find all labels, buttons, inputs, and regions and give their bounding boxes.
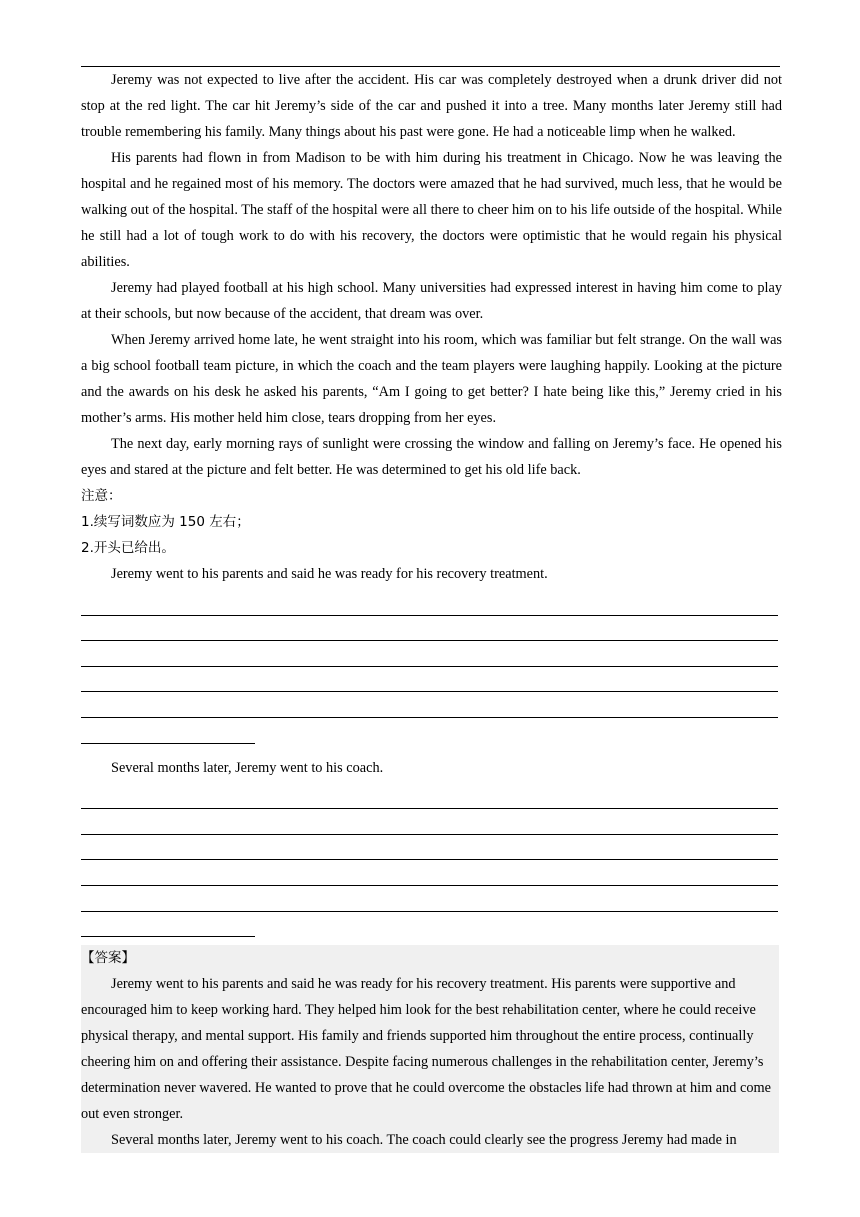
notes-heading: 注意： — [81, 488, 122, 504]
writing-line — [81, 667, 778, 693]
writing-line — [81, 835, 778, 861]
writing-line — [81, 616, 778, 642]
answer-section — [81, 945, 779, 1153]
writing-line — [81, 886, 778, 912]
writing-line — [81, 718, 255, 744]
writing-line — [81, 809, 778, 835]
answer-label: 【答案】 — [81, 950, 135, 967]
answer-paragraph-1: Jeremy went to his parents and said he was ready for his recovery treatment. His parents were supportive and encouraged him to keep working hard. They helped him look for the best rehabilitation center, where he could receive physical therapy, and mental support. His family and friends supported him throughout the entire process, continually cheering him on and offering their assistance. Despite facing numerous challenges in the rehabilitation center, Jeremy’s determination never wavered. He wanted to prove that he could overcome the obstacles life had thrown at him and come out even stronger. — [81, 976, 771, 1123]
note-opening-given: 2.开头已给出。 — [81, 540, 175, 556]
passage-paragraph-5: The next day, early morning rays of sunlight were crossing the window and falling on Jeremy’s face. He opened his eyes and stared at the picture and felt better. He was determined to get his old life back. — [81, 436, 782, 478]
passage-paragraph-4: When Jeremy arrived home late, he went straight into his room, which was familiar but felt strange. On the wall was a big school football team picture, in which the coach and the team players were laughing happily. Looking at the picture and the awards on his desk he asked his parents, “Am I going to get better? I hate being like this,” Jeremy cried in his mother’s arms. His mother held him close, tears dropping from her eyes. — [81, 332, 782, 426]
document-body — [81, 67, 782, 1153]
writing-line — [81, 641, 778, 667]
writing-line — [81, 784, 778, 810]
continuation-prompt-2: Several months later, Jeremy went to his coach. — [111, 759, 384, 776]
note-word-count: 1.续写词数应为 150 左右； — [81, 514, 250, 530]
writing-line — [81, 590, 778, 616]
passage-paragraph-2: His parents had flown in from Madison to be with him during his treatment in Chicago. Now he was leaving the hospital and he regained most of his memory. The doctors were amazed that he had survived, much less, that he would be walking out of the hospital. The staff of the hospital were all there to cheer him on to his life outside of the hospital. While he still had a lot of tough work to do with his recovery, the doctors were optimistic that he would regain his physical abilities. — [81, 150, 782, 270]
writing-line — [81, 692, 778, 718]
passage-paragraph-1: Jeremy was not expected to live after the accident. His car was completely destroyed when a drunk driver did not stop at the red light. The car hit Jeremy’s side of the car and pushed it into a tree. Many months later Jeremy still had trouble remembering his family. Many things about his past were gone. He had a noticeable limp when he walked. — [81, 72, 782, 140]
continuation-prompt-1: Jeremy went to his parents and said he was ready for his recovery treatment. — [111, 566, 548, 582]
writing-line — [81, 860, 778, 886]
writing-line — [81, 912, 255, 938]
writing-lines-1 — [81, 590, 778, 744]
answer-paragraph-2: Several months later, Jeremy went to his coach. The coach could clearly see the progress Jeremy had made in — [111, 1132, 737, 1149]
passage-paragraph-3: Jeremy had played football at his high school. Many universities had expressed interest in having him come to play at their schools, but now because of the accident, that dream was over. — [81, 280, 782, 322]
writing-lines-2 — [81, 784, 778, 938]
